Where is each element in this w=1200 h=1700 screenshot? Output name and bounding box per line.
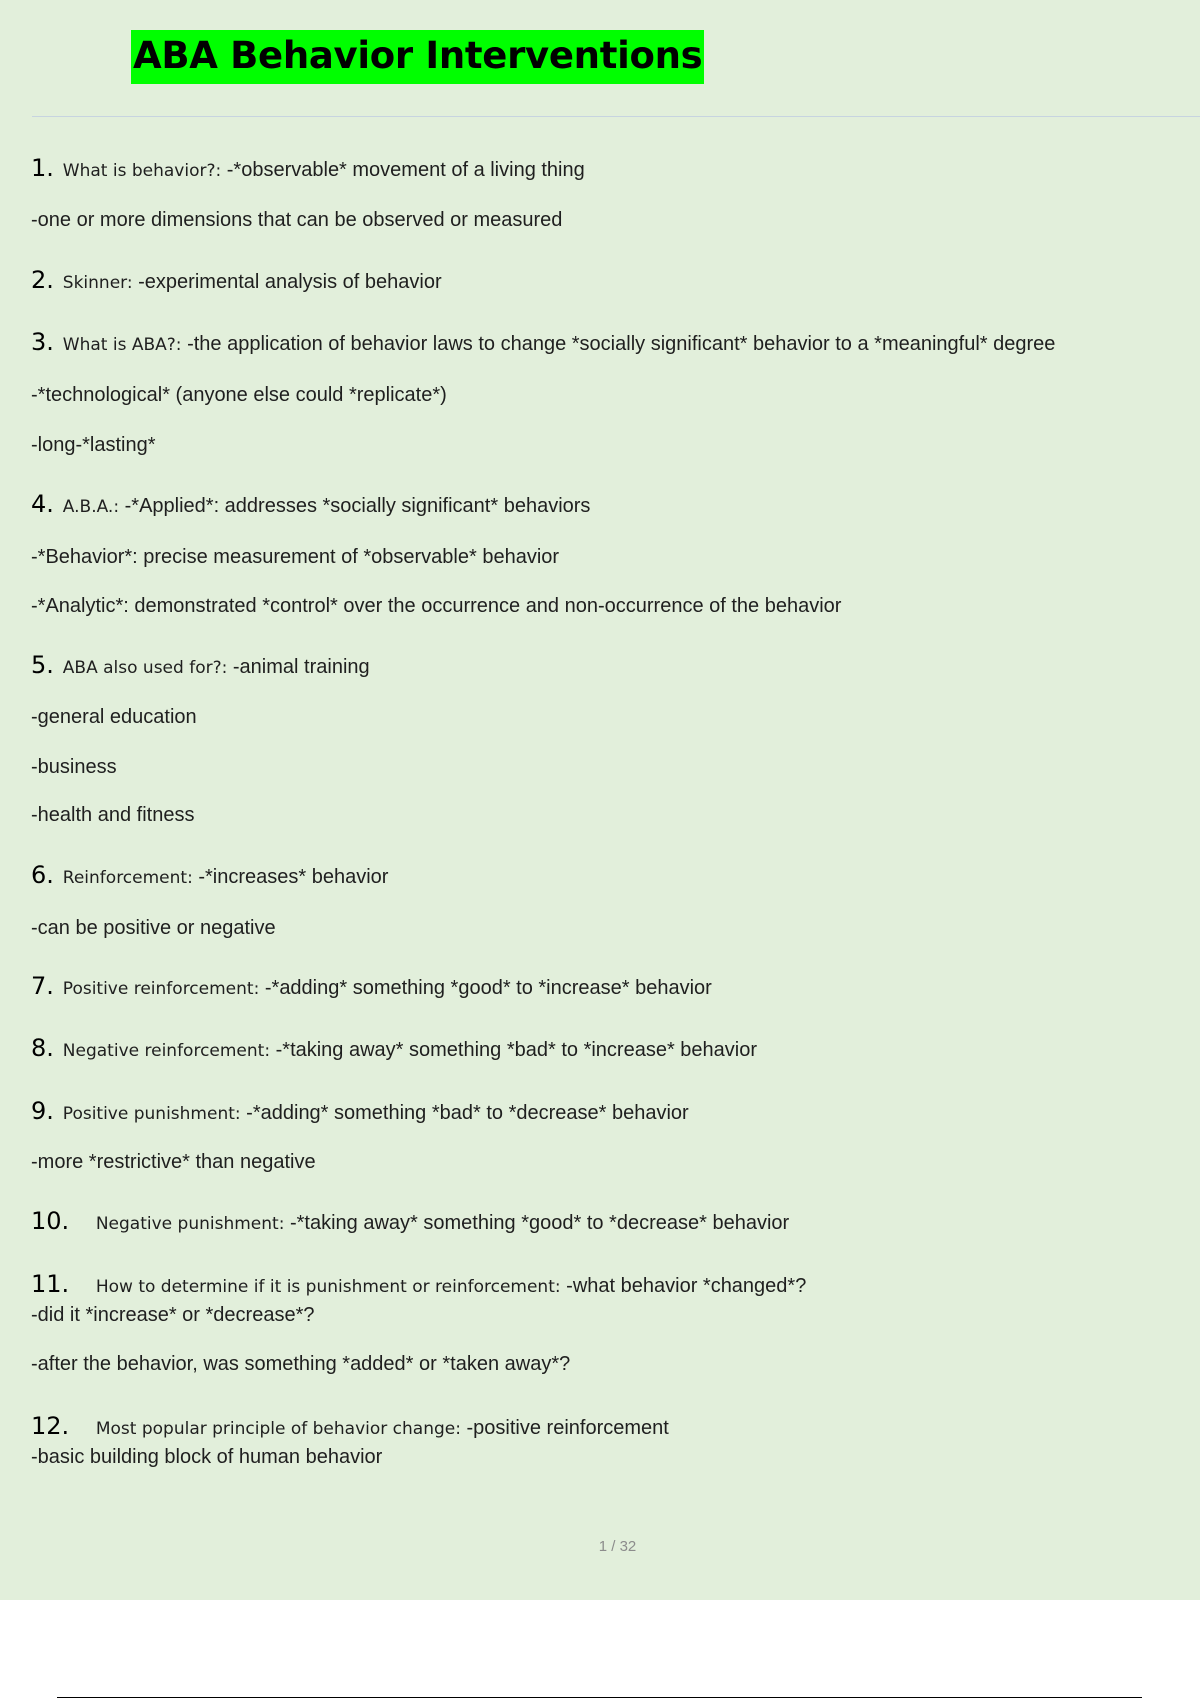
title-divider (32, 116, 1200, 117)
item-definition: -*taking away* something *good* to *decrease* behavior (284, 1212, 790, 1234)
item-6-line-1: -can be positive or negative (31, 917, 276, 939)
item-3-line-2: -long-*lasting* (31, 434, 156, 456)
item-term: Most popular principle of behavior change: (95, 1419, 461, 1439)
item-term: What is ABA?: (62, 335, 182, 355)
item-4-line-1: -*Behavior*: precise measurement of *observable* behavior (31, 546, 560, 568)
item-number: 6. (31, 861, 54, 889)
item-definition: -*observable* movement of a living thing (221, 159, 585, 181)
qa-item-1 (31, 154, 585, 182)
qa-item-12 (31, 1412, 669, 1440)
item-number: 9. (31, 1097, 54, 1125)
item-term: Positive punishment: (62, 1104, 241, 1124)
item-term: A.B.A.: (62, 497, 120, 517)
item-term: Positive reinforcement: (62, 979, 260, 999)
item-term: ABA also used for?: (62, 658, 228, 678)
item-11-line-2: -after the behavior, was something *added* or *taken away*? (31, 1353, 571, 1375)
item-term: Skinner: (62, 273, 133, 293)
item-number: 3. (31, 328, 54, 356)
item-definition: -*adding* something *bad* to *decrease* behavior (240, 1102, 689, 1124)
qa-item-2 (31, 266, 442, 294)
item-definition: -*Applied*: addresses *socially significant* behaviors (119, 495, 591, 517)
item-definition: -*adding* something *good* to *increase* behavior (259, 977, 712, 999)
item-12-line-1: -basic building block of human behavior (31, 1446, 383, 1468)
qa-item-6 (31, 861, 388, 889)
document-title: ABA Behavior Interventions (133, 34, 703, 77)
item-definition: -*increases* behavior (192, 866, 389, 888)
qa-item-10 (31, 1207, 789, 1235)
title-highlight (131, 30, 704, 84)
item-definition: -the application of behavior laws to change *socially significant* behavior to a *meaningful* degree (181, 333, 1056, 355)
item-definition: -animal training (227, 656, 370, 678)
item-term: Negative punishment: (95, 1214, 285, 1234)
item-number: 7. (31, 972, 54, 1000)
item-term: Reinforcement: (62, 868, 193, 888)
item-3-line-1: -*technological* (anyone else could *replicate*) (31, 384, 447, 406)
next-page-divider (57, 1697, 1142, 1698)
item-number: 10. (31, 1207, 70, 1235)
qa-item-7 (31, 972, 712, 1000)
item-5-line-2: -business (31, 756, 117, 778)
qa-item-4 (31, 490, 590, 518)
item-definition: -experimental analysis of behavior (132, 271, 442, 293)
qa-item-3 (31, 328, 1055, 356)
page-indicator: 1 / 32 (598, 1538, 637, 1555)
item-number: 8. (31, 1034, 54, 1062)
item-5-line-1: -general education (31, 706, 197, 728)
qa-item-5 (31, 651, 370, 679)
item-11-line-1: -did it *increase* or *decrease*? (31, 1304, 315, 1326)
item-definition: -what behavior *changed*? (560, 1275, 807, 1297)
item-number: 4. (31, 490, 54, 518)
item-number: 11. (31, 1270, 70, 1298)
item-term: What is behavior?: (62, 161, 222, 181)
item-term: Negative reinforcement: (62, 1041, 271, 1061)
qa-item-9 (31, 1097, 689, 1125)
item-5-line-3: -health and fitness (31, 804, 195, 826)
item-definition: -*taking away* something *bad* to *increase* behavior (270, 1039, 758, 1061)
item-number: 12. (31, 1412, 70, 1440)
item-number: 1. (31, 154, 54, 182)
item-number: 2. (31, 266, 54, 294)
item-number: 5. (31, 651, 54, 679)
qa-item-8 (31, 1034, 757, 1062)
item-4-line-2: -*Analytic*: demonstrated *control* over the occurrence and non-occurrence of the behavior (31, 595, 842, 617)
item-definition: -positive reinforcement (460, 1417, 669, 1439)
item-9-line-1: -more *restrictive* than negative (31, 1151, 316, 1173)
item-term: How to determine if it is punishment or reinforcement: (95, 1277, 561, 1297)
item-1-line-1: -one or more dimensions that can be observed or measured (31, 209, 563, 231)
qa-item-11 (31, 1270, 806, 1298)
